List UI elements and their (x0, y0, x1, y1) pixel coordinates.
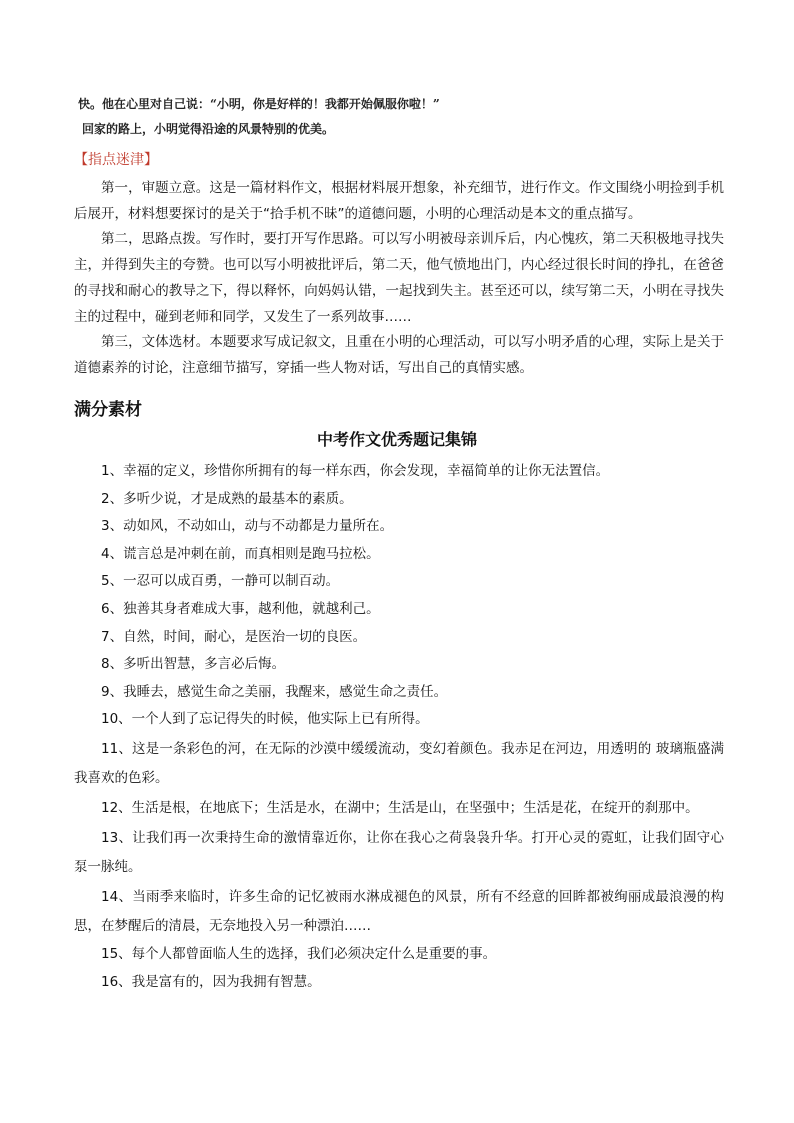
guide-paragraph: 第二，思路点拨。写作时，要打开写作思路。可以写小明被母亲训斥后，内心愧疚，第二天积极地寻找失主，并得到失主的夸赞。也可以写小明被批评后，第二天，他气愤地出门，内心经过很长时间的挣扎，在爸爸的寻找和耐心的教导之下，得以释怀，向妈妈认错，一起找到失主。甚至还可以，续写第二天，小明在寻找失主的过程中，碰到老师和同学，又发生了一系列故事…… (74, 231, 724, 325)
list-item: 16、我是富有的，因为我拥有智慧。 (101, 973, 321, 990)
list-item: 13、让我们再一次秉持生命的激情靠近你，让你在我心之荷袅袅升华。打开心灵的霓虹，让我们固守心泵一脉纯。 (74, 829, 724, 875)
list-item: 8、多听出智慧，多言必后悔。 (101, 656, 286, 673)
guide-heading: 【指点迷津】 (74, 152, 158, 168)
list-item: 10、一个人到了忘记得失的时候，他实际上已有所得。 (101, 711, 429, 728)
list-item: 5、一忍可以成百勇，一静可以制百动。 (101, 573, 340, 590)
section-heading: 满分素材 (74, 400, 142, 420)
list-item: 14、当雨季来临时，许多生命的记忆被雨水淋成褪色的风景，所有不经意的回眸都被绚丽成最浪漫的构思，在梦醒后的清晨，无奈地投入另一种漂泊…… (74, 888, 724, 934)
guide-paragraph: 第一，审题立意。这是一篇材料作文，根据材料展开想象，补充细节，进行作文。作文围绕小明捡到手机后展开，材料想要探讨的是关于“拾手机不昧”的道德问题，小明的心理活动是本文的重点描写。 (74, 180, 724, 222)
guide-paragraph: 第三，文体选材。本题要求写成记叙文，且重在小明的心理活动，可以写小明矛盾的心理，实际上是关于道德素养的讨论，注意细节描写，穿插一些人物对话，写出自己的真情实感。 (74, 334, 724, 376)
list-item: 15、每个人都曾面临人生的选择，我们必须决定什么是重要的事。 (101, 945, 497, 962)
intro-text (78, 94, 718, 139)
list-item: 4、谎言总是冲刺在前，而真相则是跑马拉松。 (101, 545, 380, 562)
list-item: 9、我睡去，感觉生命之美丽，我醒来，感觉生命之责任。 (101, 683, 448, 700)
intro-line: 快。他在心里对自己说：“小明，你是好样的！我都开始佩服你啦！” (78, 97, 440, 111)
intro-line: 回家的路上，小明觉得沿途的风景特别的优美。 (82, 122, 335, 136)
list-item: 2、多听少说，才是成熟的最基本的素质。 (101, 490, 353, 507)
list-item: 7、自然，时间，耐心，是医治一切的良医。 (101, 628, 367, 645)
quote-list (74, 458, 724, 996)
list-item: 12、生活是根，在地底下；生活是水，在湖中；生活是山，在坚强中；生活是花，在绽开的刹那中。 (101, 799, 699, 816)
guide-section (74, 176, 724, 382)
list-item: 3、动如风，不动如山，动与不动都是力量所在。 (101, 518, 394, 535)
list-item: 6、独善其身者难成大事，越利他，就越利己。 (101, 600, 380, 617)
section-subtitle: 中考作文优秀题记集锦 (316, 430, 477, 449)
list-item: 11、这是一条彩色的河，在无际的沙漠中缓缓流动，变幻着颜色。我赤足在河边，用透明的 玻璃瓶盛满我喜欢的色彩。 (74, 740, 724, 786)
list-item: 1、幸福的定义，珍惜你所拥有的每一样东西，你会发现，幸福简单的让你无法置信。 (101, 463, 610, 479)
